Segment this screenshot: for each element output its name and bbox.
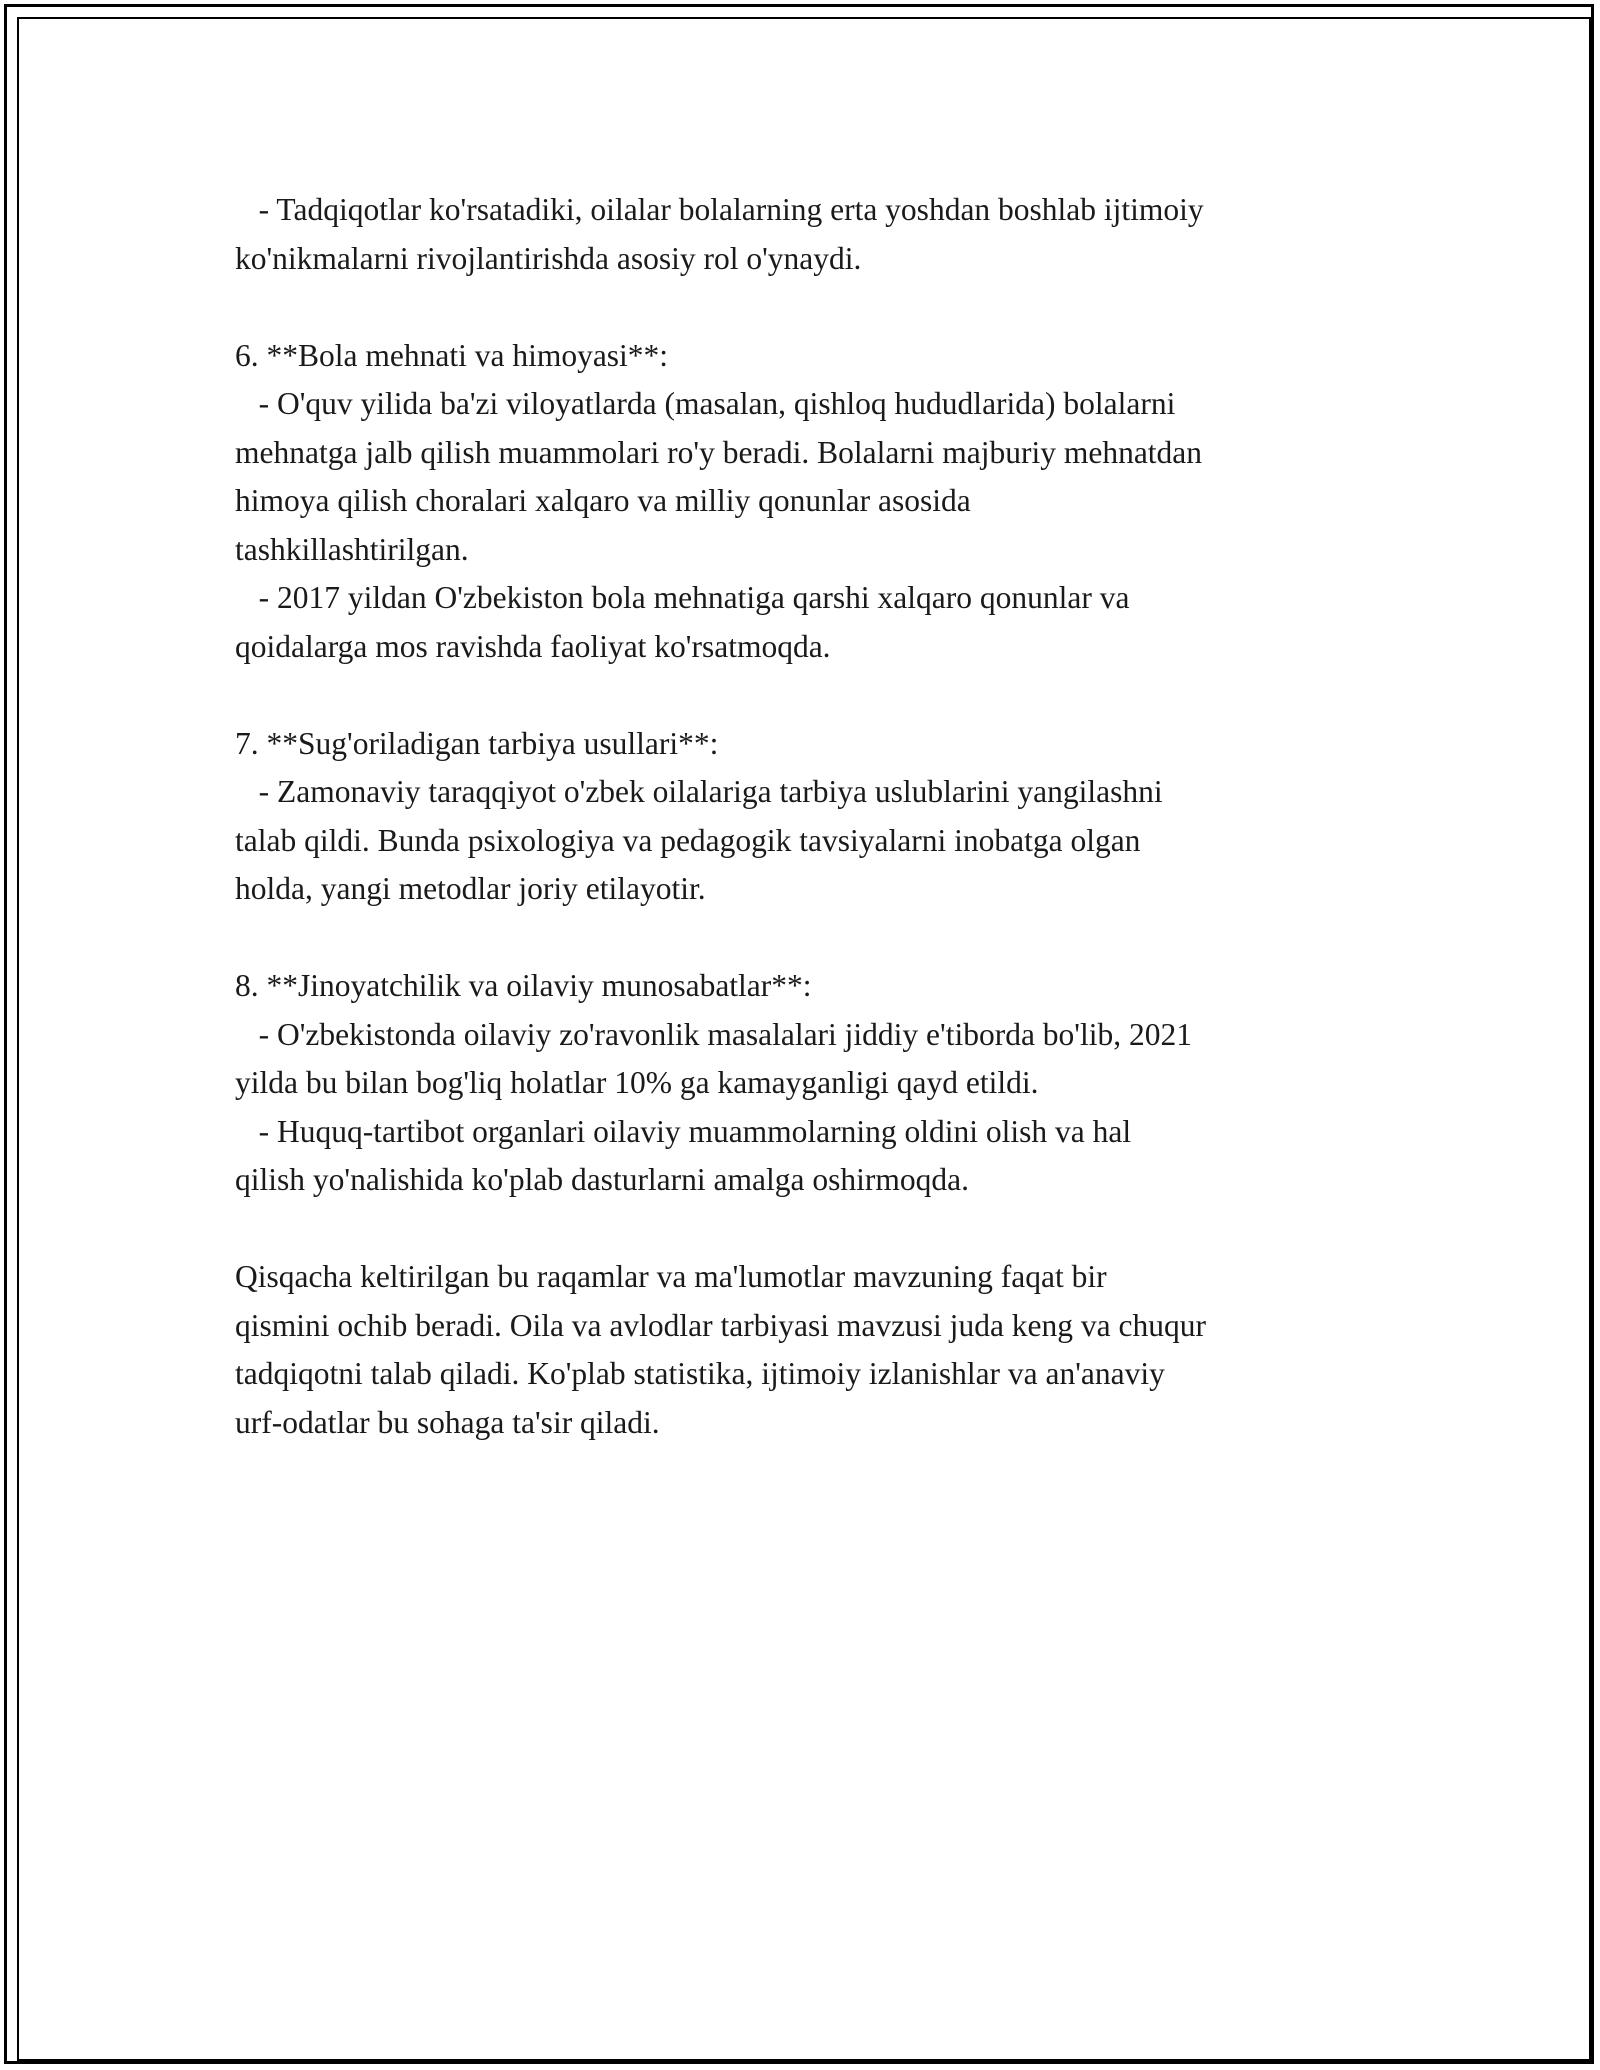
paragraph-gap xyxy=(235,283,1395,332)
paragraph-gap xyxy=(235,914,1395,963)
document-body xyxy=(235,186,1395,1447)
text-line: talab qildi. Bunda psixologiya va pedagogik tavsiyalarni inobatga olgan xyxy=(235,822,1141,858)
text-line: ko'nikmalarni rivojlantirishda asosiy rol o'ynaydi. xyxy=(235,240,862,276)
paragraph-research-families xyxy=(235,186,1395,283)
text-line: - Zamonaviy taraqqiyot o'zbek oilalariga tarbiya uslublarini yangilashni xyxy=(235,774,1163,809)
text-line: himoya qilish choralari xalqaro va milliy qonunlar asosida xyxy=(235,483,971,518)
text-line: 6. **Bola mehnati va himoyasi**: xyxy=(235,337,669,373)
text-line: Qisqacha keltirilgan bu raqamlar va ma'lumotlar mavzuning faqat bir xyxy=(235,1259,1107,1294)
paragraph-conclusion xyxy=(235,1253,1395,1447)
text-line: - O'zbekistonda oilaviy zo'ravonlik masalalari jiddiy e'tiborda bo'lib, 2021 xyxy=(235,1016,1192,1052)
text-line: yilda bu bilan bog'liq holatlar 10% ga kamayganligi qayd etildi. xyxy=(235,1065,1039,1100)
text-line: urf-odatlar bu sohaga ta'sir qiladi. xyxy=(235,1404,660,1440)
text-line: 7. **Sug'oriladigan tarbiya usullari**: xyxy=(235,725,719,761)
text-line: mehnatga jalb qilish muammolari ro'y beradi. Bolalarni majburiy mehnatdan xyxy=(235,434,1203,470)
text-line: - O'quv yilida ba'zi viloyatlarda (masalan, qishloq hududlarida) bolalarni xyxy=(235,386,1176,421)
text-line: 8. **Jinoyatchilik va oilaviy munosabatlar**: xyxy=(235,968,812,1003)
paragraph-gap xyxy=(235,671,1395,720)
text-line: tadqiqotni talab qiladi. Ko'plab statistika, ijtimoiy izlanishlar va an'anaviy xyxy=(235,1356,1165,1391)
text-line: qismini ochib beradi. Oila va avlodlar tarbiyasi mavzusi juda keng va chuqur xyxy=(235,1307,1206,1343)
text-line: qilish yo'nalishida ko'plab dasturlarni amalga oshirmoqda. xyxy=(235,1162,969,1197)
section-6-child-labor xyxy=(235,332,1395,672)
text-line: holda, yangi metodlar joriy etilayotir. xyxy=(235,871,706,906)
text-line: - Tadqiqotlar ko'rsatadiki, oilalar bolalarning erta yoshdan boshlab ijtimoiy xyxy=(235,192,1204,227)
text-line: tashkillashtirilgan. xyxy=(235,531,469,567)
text-line: - 2017 yildan O'zbekiston bola mehnatiga qarshi xalqaro qonunlar va xyxy=(235,580,1130,615)
text-line: - Huquq-tartibot organlari oilaviy muammolarning oldini olish va hal xyxy=(235,1113,1132,1149)
section-8-crime-family-relations xyxy=(235,962,1395,1205)
text-line: qoidalarga mos ravishda faoliyat ko'rsatmoqda. xyxy=(235,628,831,664)
section-7-upbringing-methods xyxy=(235,720,1395,914)
paragraph-gap xyxy=(235,1205,1395,1254)
